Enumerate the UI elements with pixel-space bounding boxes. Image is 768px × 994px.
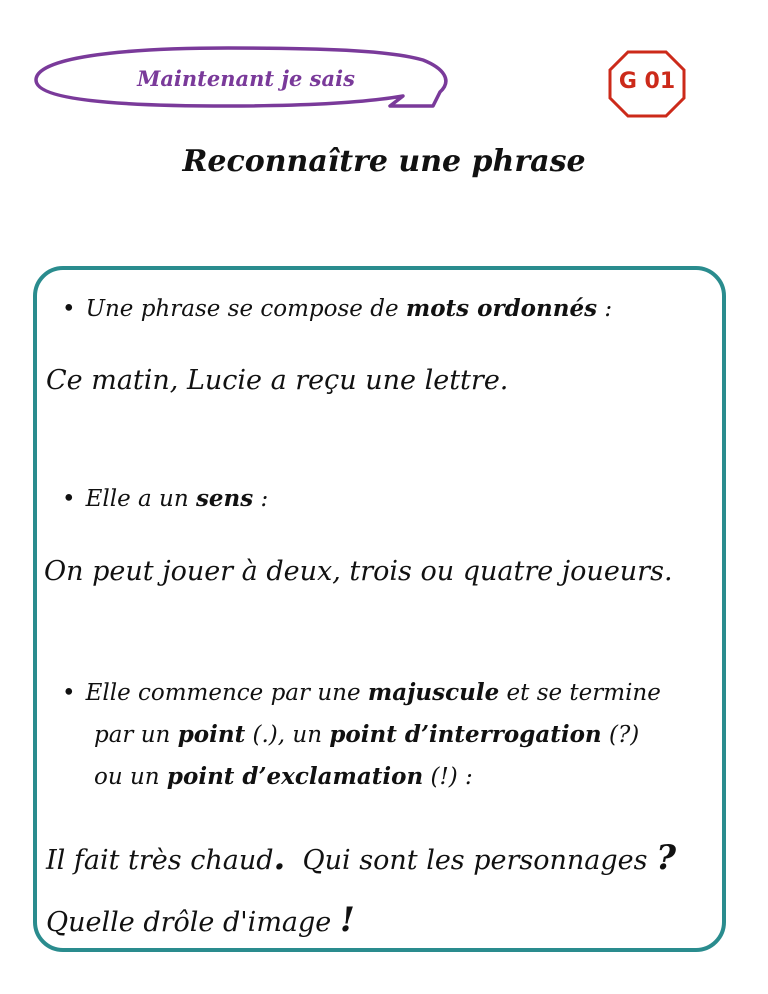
exclamation-mark: ! xyxy=(339,900,355,940)
rule-meaning: • Elle a un sens : xyxy=(62,485,269,512)
keyword: point d’interrogation xyxy=(329,721,602,748)
keyword: point d’exclamation xyxy=(166,763,424,790)
example-sentence: Il fait très chaud. Qui sont les personnages ? xyxy=(46,838,677,878)
bullet-icon: • xyxy=(62,486,76,512)
bullet-icon: • xyxy=(62,296,76,322)
rule-word-order: • Une phrase se compose de mots ordonnés : xyxy=(62,295,613,322)
period-mark: . xyxy=(273,838,286,878)
question-mark: ? xyxy=(656,838,677,878)
lesson-code-badge xyxy=(608,50,686,118)
keyword: majuscule xyxy=(367,679,500,706)
bullet-icon: • xyxy=(62,680,76,706)
banner-label: Maintenant je sais xyxy=(137,66,355,91)
page-title: Reconnaître une phrase xyxy=(182,144,586,179)
keyword: point xyxy=(177,721,246,748)
keyword: sens xyxy=(195,485,254,512)
lesson-code: G 01 xyxy=(618,69,676,94)
rule-line: ou un point d’exclamation (!) : xyxy=(94,763,473,790)
rule-line: par un point (.), un point d’interrogation (?) xyxy=(94,721,640,748)
banner-bubble xyxy=(28,40,448,120)
example-sentence: On peut jouer à deux, trois ou quatre joueurs. xyxy=(44,556,673,587)
keyword: mots ordonnés xyxy=(405,295,598,322)
example-sentence: Quelle drôle d'image ! xyxy=(46,900,355,940)
rule-capital-and-punctuation: • Elle commence par une majuscule et se termine par un point (.), un point d’interrogation (?) ou un point d’exclamation (!) : xyxy=(62,672,712,798)
example-sentence: Ce matin, Lucie a reçu une lettre. xyxy=(46,365,509,396)
